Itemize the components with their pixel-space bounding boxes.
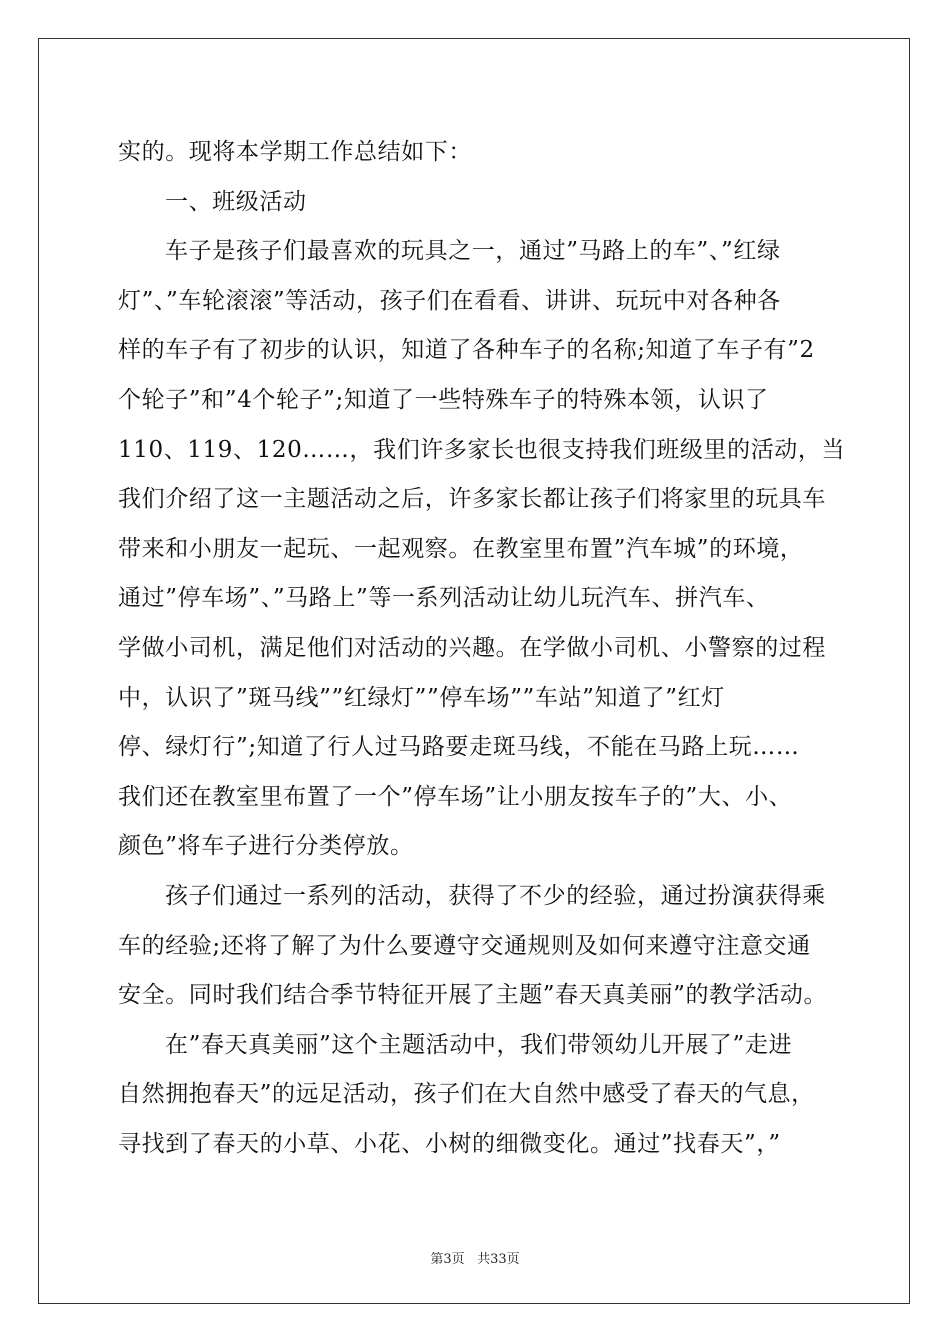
page-footer: [0, 1248, 950, 1267]
text-line: 通过”停车场”、”马路上”等一系列活动让幼儿玩汽车、拼汽车、: [118, 585, 770, 612]
text-line: 安全。同时我们结合季节特征开展了主题”春天真美丽”的教学活动。: [118, 982, 828, 1009]
text-line: 学做小司机，满足他们对活动的兴趣。在学做小司机、小警察的过程: [118, 634, 826, 661]
text-line: 停、绿灯行”;知道了行人过马路要走斑马线，不能在马路上玩……: [118, 734, 800, 761]
page-number: 第3页: [430, 1252, 465, 1267]
document-body: [118, 128, 846, 1169]
text-line: 实的。现将本学期工作总结如下：: [118, 139, 472, 165]
text-line: 车子是孩子们最喜欢的玩具之一，通过”马路上的车”、”红绿: [165, 238, 781, 265]
text-line: 带来和小朋友一起玩、一起观察。在教室里布置”汽车城”的环境，: [118, 535, 804, 562]
text-line: 个轮子”和”4个轮子”;知道了一些特殊车子的特殊本领，认识了: [118, 386, 769, 413]
text-line: 样的车子有了初步的认识，知道了各种车子的名称;知道了车子有”2: [118, 337, 815, 364]
text-line: 我们还在教室里布置了一个”停车场”让小朋友按车子的”大、小、: [118, 783, 793, 810]
page-total: 共33页: [477, 1252, 520, 1267]
text-line: 孩子们通过一系列的活动，获得了不少的经验，通过扮演获得乘: [165, 882, 826, 909]
section-heading: 一、班级活动: [165, 188, 307, 215]
text-line: 中，认识了”斑马线””红绿灯””停车场””车站”知道了”红灯: [118, 684, 725, 711]
text-line: 寻找到了春天的小草、小花、小树的细微变化。通过”找春天”，”: [118, 1130, 781, 1157]
text-line: 灯”、”车轮滚滚”等活动，孩子们在看看、讲讲、玩玩中对各种各: [118, 287, 781, 314]
text-line: 颜色”将车子进行分类停放。: [118, 833, 414, 860]
text-line: 在”春天真美丽”这个主题活动中，我们带领幼儿开展了”走进: [165, 1031, 793, 1058]
text-line: 110、119、120……，我们许多家长也很支持我们班级里的活动，当: [118, 436, 846, 463]
text-line: 车的经验;还将了解了为什么要遵守交通规则及如何来遵守注意交通: [118, 932, 811, 959]
text-line: 自然拥抱春天”的远足活动，孩子们在大自然中感受了春天的气息，: [118, 1081, 815, 1108]
text-line: 我们介绍了这一主题活动之后，许多家长都让孩子们将家里的玩具车: [118, 486, 826, 513]
